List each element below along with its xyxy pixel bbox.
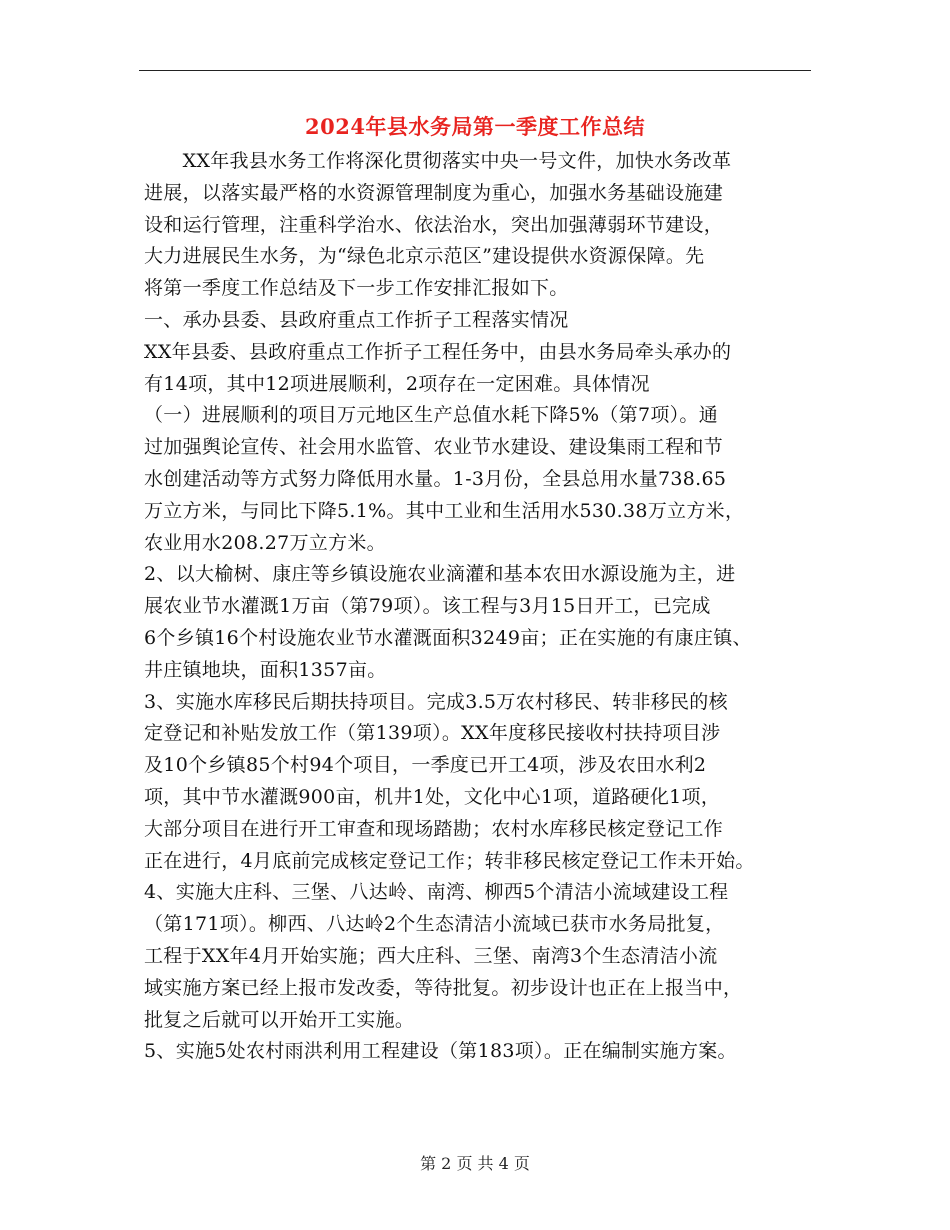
body-line: （一）进展顺利的项目万元地区生产总值水耗下降5%（第7项）。通	[144, 404, 719, 427]
body-line: 将第一季度工作总结及下一步工作安排汇报如下。	[144, 277, 569, 300]
body-line: 5、实施5处农村雨洪利用工程建设（第183项）。正在编制实施方案。	[144, 1040, 737, 1063]
body-line: 大部分项目在进行开工审查和现场踏勘；农村水库移民核定登记工作	[144, 817, 724, 840]
body-line: 一、承办县委、县政府重点工作折子工程落实情况	[144, 308, 569, 331]
body-line: 4、实施大庄科、三堡、八达岭、南湾、柳西5个清洁小流域建设工程	[144, 881, 729, 904]
body-line: 6个乡镇16个村设施农业节水灌溉面积3249亩；正在实施的有康庄镇、	[144, 626, 752, 649]
body-line: 2、以大榆树、康庄等乡镇设施农业滴灌和基本农田水源设施为主，进	[144, 563, 736, 586]
body-line: 设和运行管理，注重科学治水、依法治水，突出加强薄弱环节建设，	[144, 213, 724, 236]
body-line: 展农业节水灌溉1万亩（第79项）。该工程与3月15日开工，已完成	[144, 595, 711, 618]
body-line: 项，其中节水灌溉900亩，机井1处，文化中心1项，道路硬化1项，	[144, 785, 721, 808]
body-line: 水创建活动等方式努力降低用水量。1-3月份，全县总用水量738.65	[144, 467, 727, 490]
document-body	[144, 146, 816, 1068]
body-line: 批复之后就可以开始开工实施。	[144, 1008, 415, 1031]
page-footer: 第 2 页 共 4 页	[420, 1154, 530, 1173]
body-line: XX年我县水务工作将深化贯彻落实中央一号文件，加快水务改革	[144, 150, 732, 172]
document-title: 2024年县水务局第一季度工作总结	[305, 114, 645, 139]
header-rule	[139, 70, 811, 71]
body-line: 正在进行，4月底前完成核定登记工作；转非移民核定登记工作未开始。	[144, 849, 755, 872]
body-line: 进展，以落实最严格的水资源管理制度为重心，加强水务基础设施建	[144, 181, 724, 204]
body-line: 及10个乡镇85个村94个项目，一季度已开工4项，涉及农田水利2	[144, 754, 707, 777]
body-line: 工程于XX年4月开始实施；西大庄科、三堡、南湾3个生态清洁小流	[144, 944, 718, 967]
body-line: XX年县委、县政府重点工作折子工程任务中，由县水务局牵头承办的	[144, 340, 732, 363]
body-line: （第171项）。柳西、八达岭2个生态清洁小流域已获市水务局批复，	[144, 913, 725, 936]
body-line: 3、实施水库移民后期扶持项目。完成3.5万农村移民、转非移民的核	[144, 690, 728, 713]
body-line: 大力进展民生水务，为“绿色北京示范区”建设提供水资源保障。先	[144, 245, 705, 268]
body-line: 域实施方案已经上报市发改委，等待批复。初步设计也正在上报当中，	[144, 976, 743, 999]
body-line: 万立方米，与同比下降5.1%。其中工业和生活用水530.38万立方米，	[144, 499, 745, 522]
body-line: 农业用水208.27万立方米。	[144, 531, 386, 554]
body-line: 有14项，其中12项进展顺利，2项存在一定困难。具体情况	[144, 372, 650, 395]
body-line: 定登记和补贴发放工作（第139项）。XX年度移民接收村扶持项目涉	[144, 722, 721, 745]
body-line: 过加强舆论宣传、社会用水监管、农业节水建设、建设集雨工程和节	[144, 436, 724, 459]
body-line: 井庄镇地块，面积1357亩。	[144, 658, 387, 681]
